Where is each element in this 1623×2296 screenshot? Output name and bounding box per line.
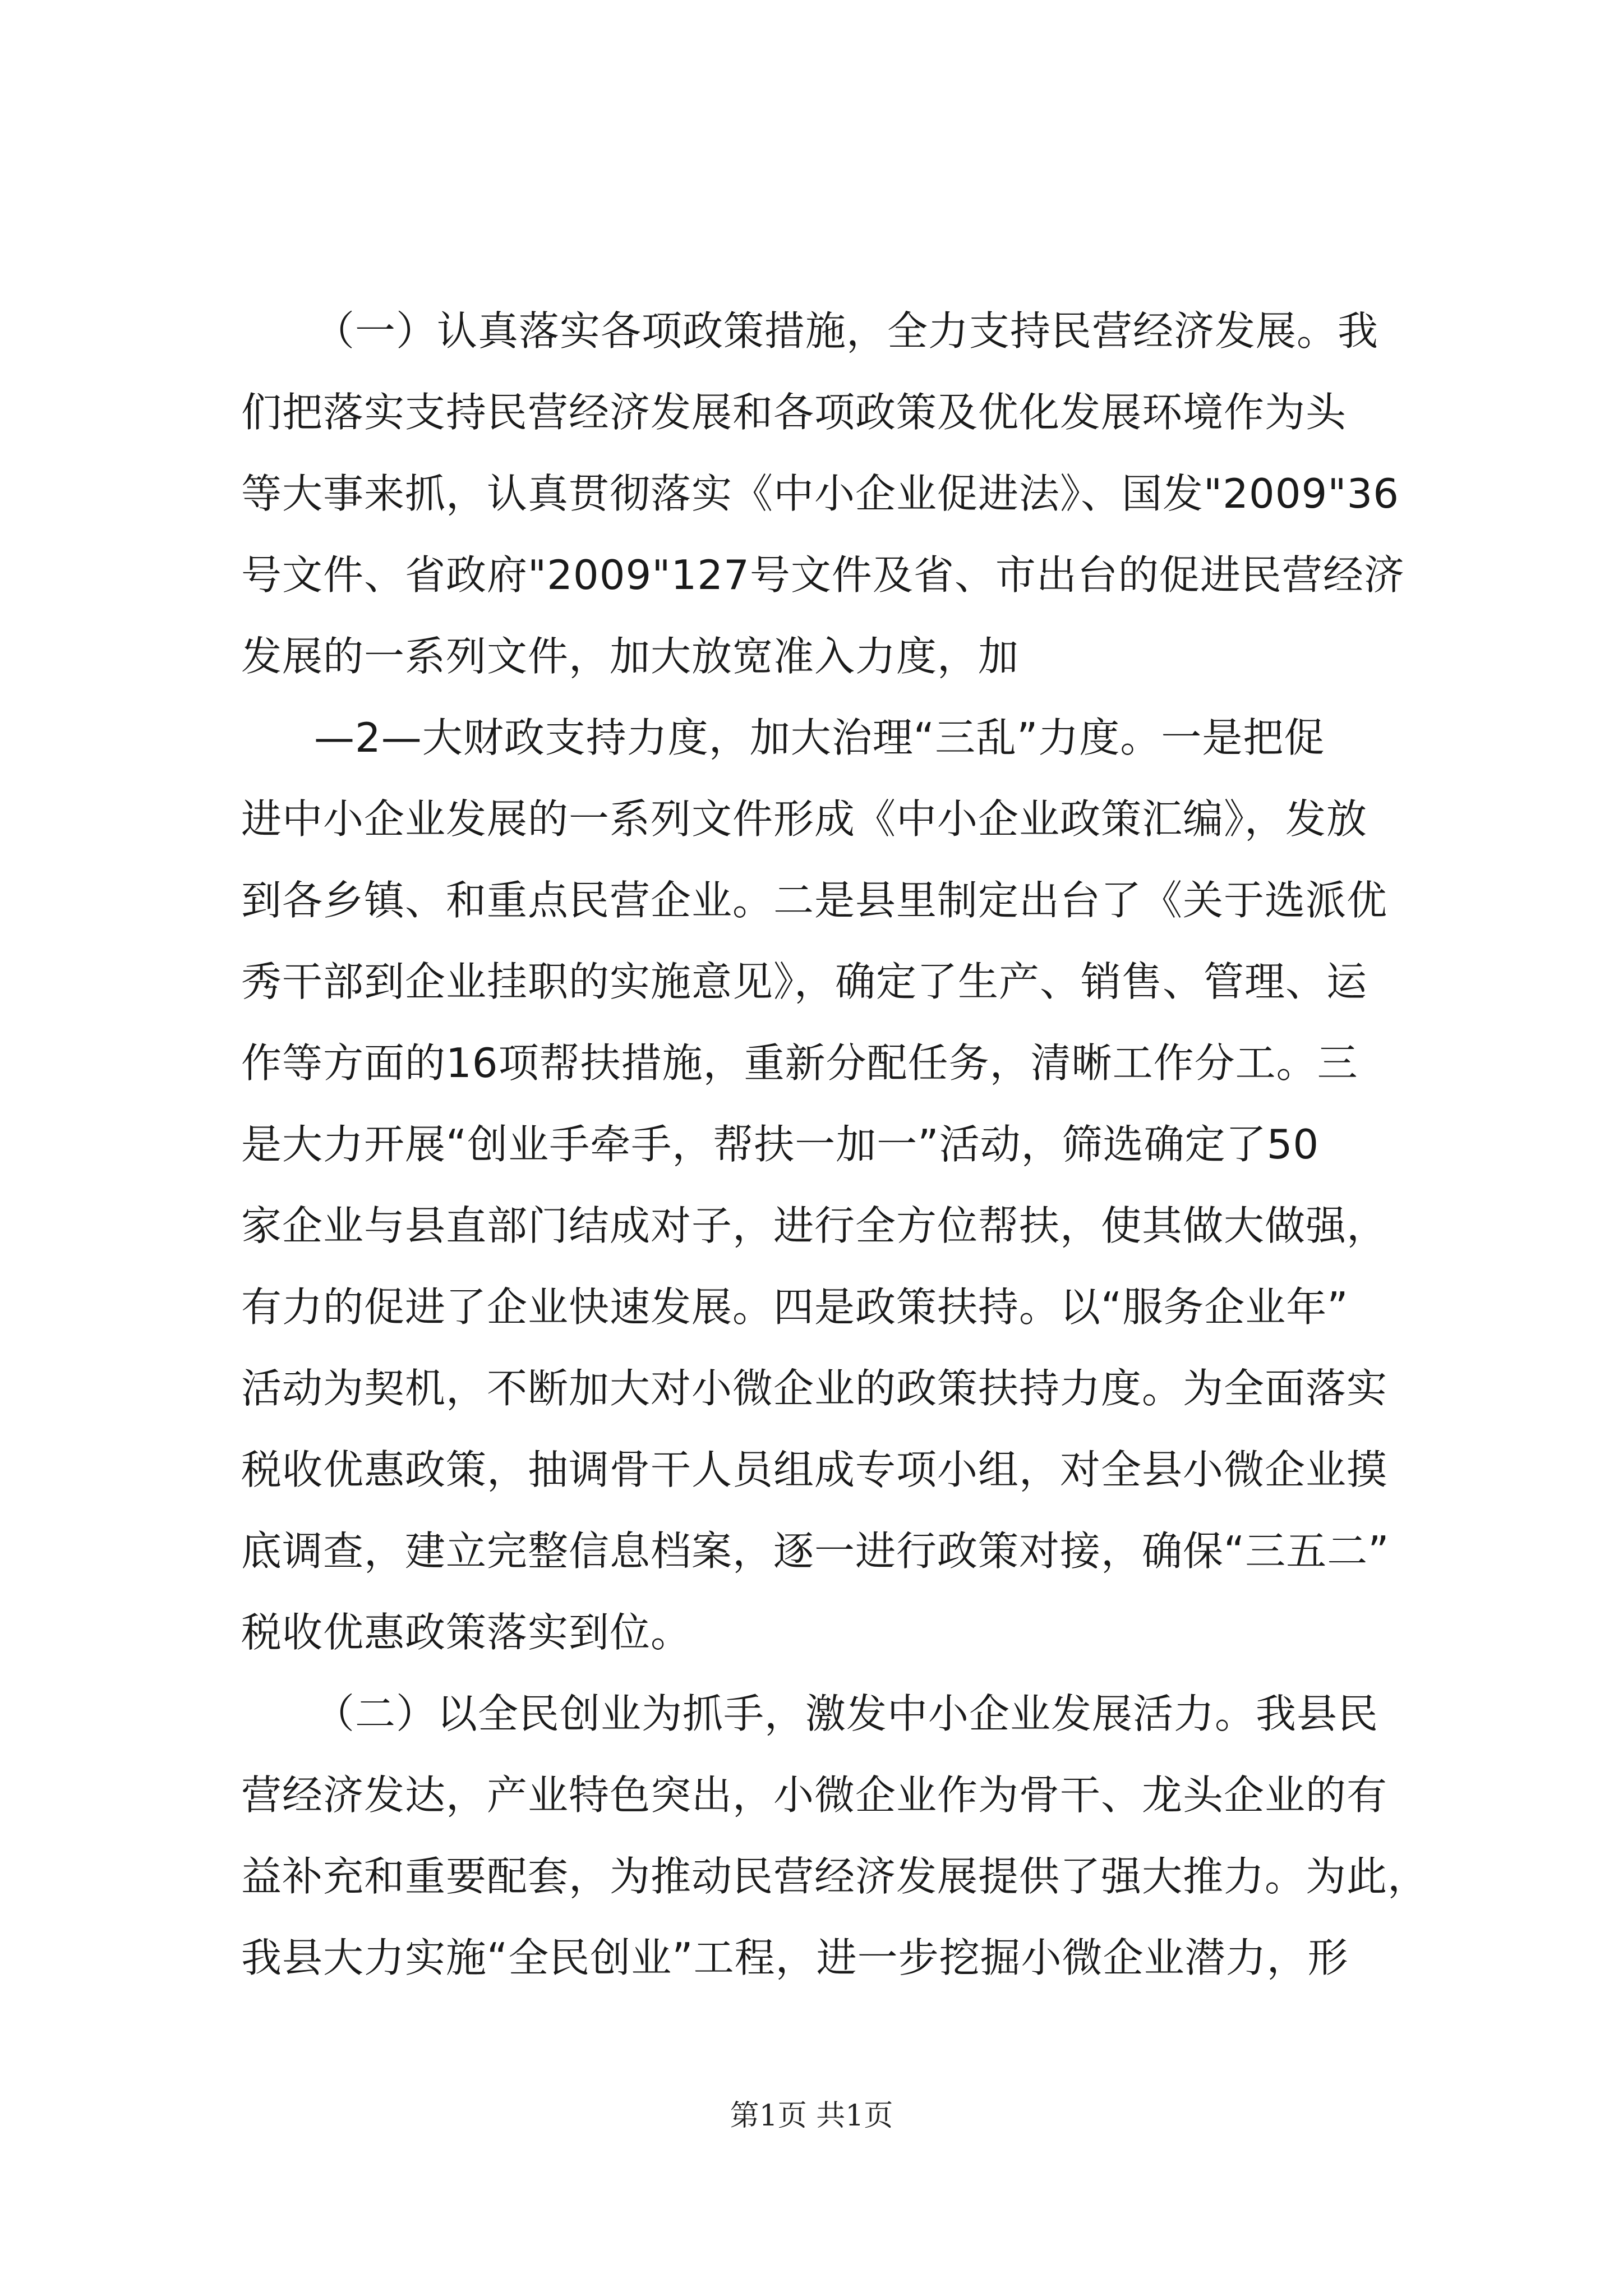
paragraph-2-line-7: 家企业与县直部门结成对子，进行全方位帮扶，使其做大做强， [241, 1202, 1388, 1249]
paragraph-3-line-3: 益补充和重要配套，为推动民营经济发展提供了强大推力。为此， [241, 1853, 1429, 1900]
paragraph-2-line-2: 进中小企业发展的一系列文件形成《中小企业政策汇编》，发放 [241, 795, 1368, 843]
paragraph-2-line-9: 活动为契机，不断加大对小微企业的政策扶持力度。为全面落实 [241, 1365, 1388, 1412]
paragraph-1-line-3: 等大事来抓，认真贯彻落实《中小企业促进法》、国发"2009"36 [241, 470, 1400, 517]
paragraph-1-line-5: 发展的一系列文件，加大放宽准入力度，加 [241, 633, 1020, 680]
paragraph-1-line-4: 号文件、省政府"2009"127号文件及省、市出台的促进民营经济 [241, 551, 1405, 599]
paragraph-3-line-2: 营经济发达，产业特色突出，小微企业作为骨干、龙头企业的有 [241, 1772, 1388, 1819]
paragraph-2-line-3: 到各乡镇、和重点民营企业。二是县里制定出台了《关于选派优 [241, 877, 1388, 924]
paragraph-2-line-4: 秀干部到企业挂职的实施意见》，确定了生产、销售、管理、运 [241, 958, 1368, 1005]
paragraph-2-line-5: 作等方面的16项帮扶措施，重新分配任务，清晰工作分工。三 [241, 1039, 1358, 1087]
paragraph-3-line-4: 我县大力实施“全民创业”工程，进一步挖掘小微企业潜力，形 [241, 1934, 1349, 1981]
paragraph-2-line-1: —2—大财政支持力度，加大治理“三乱”力度。一是把促 [314, 714, 1325, 761]
paragraph-1-line-2: 们把落实支持民营经济发展和各项政策及优化发展环境作为头 [241, 389, 1347, 436]
paragraph-2-line-12: 税收优惠政策落实到位。 [241, 1609, 692, 1656]
paragraph-2-line-8: 有力的促进了企业快速发展。四是政策扶持。以“服务企业年” [241, 1283, 1349, 1331]
page-footer: 第1页 共1页 [730, 2099, 893, 2133]
paragraph-2-line-11: 底调查，建立完整信息档案，逐一进行政策对接，确保“三五二” [241, 1527, 1390, 1575]
paragraph-2-line-10: 税收优惠政策，抽调骨干人员组成专项小组，对全县小微企业摸 [241, 1446, 1388, 1493]
paragraph-3-line-1: （二）以全民创业为抓手，激发中小企业发展活力。我县民 [314, 1690, 1379, 1737]
paragraph-1-line-1: （一）认真落实各项政策措施，全力支持民营经济发展。我 [314, 307, 1379, 355]
paragraph-2-line-6: 是大力开展“创业手牵手，帮扶一加一”活动，筛选确定了50 [241, 1121, 1320, 1168]
